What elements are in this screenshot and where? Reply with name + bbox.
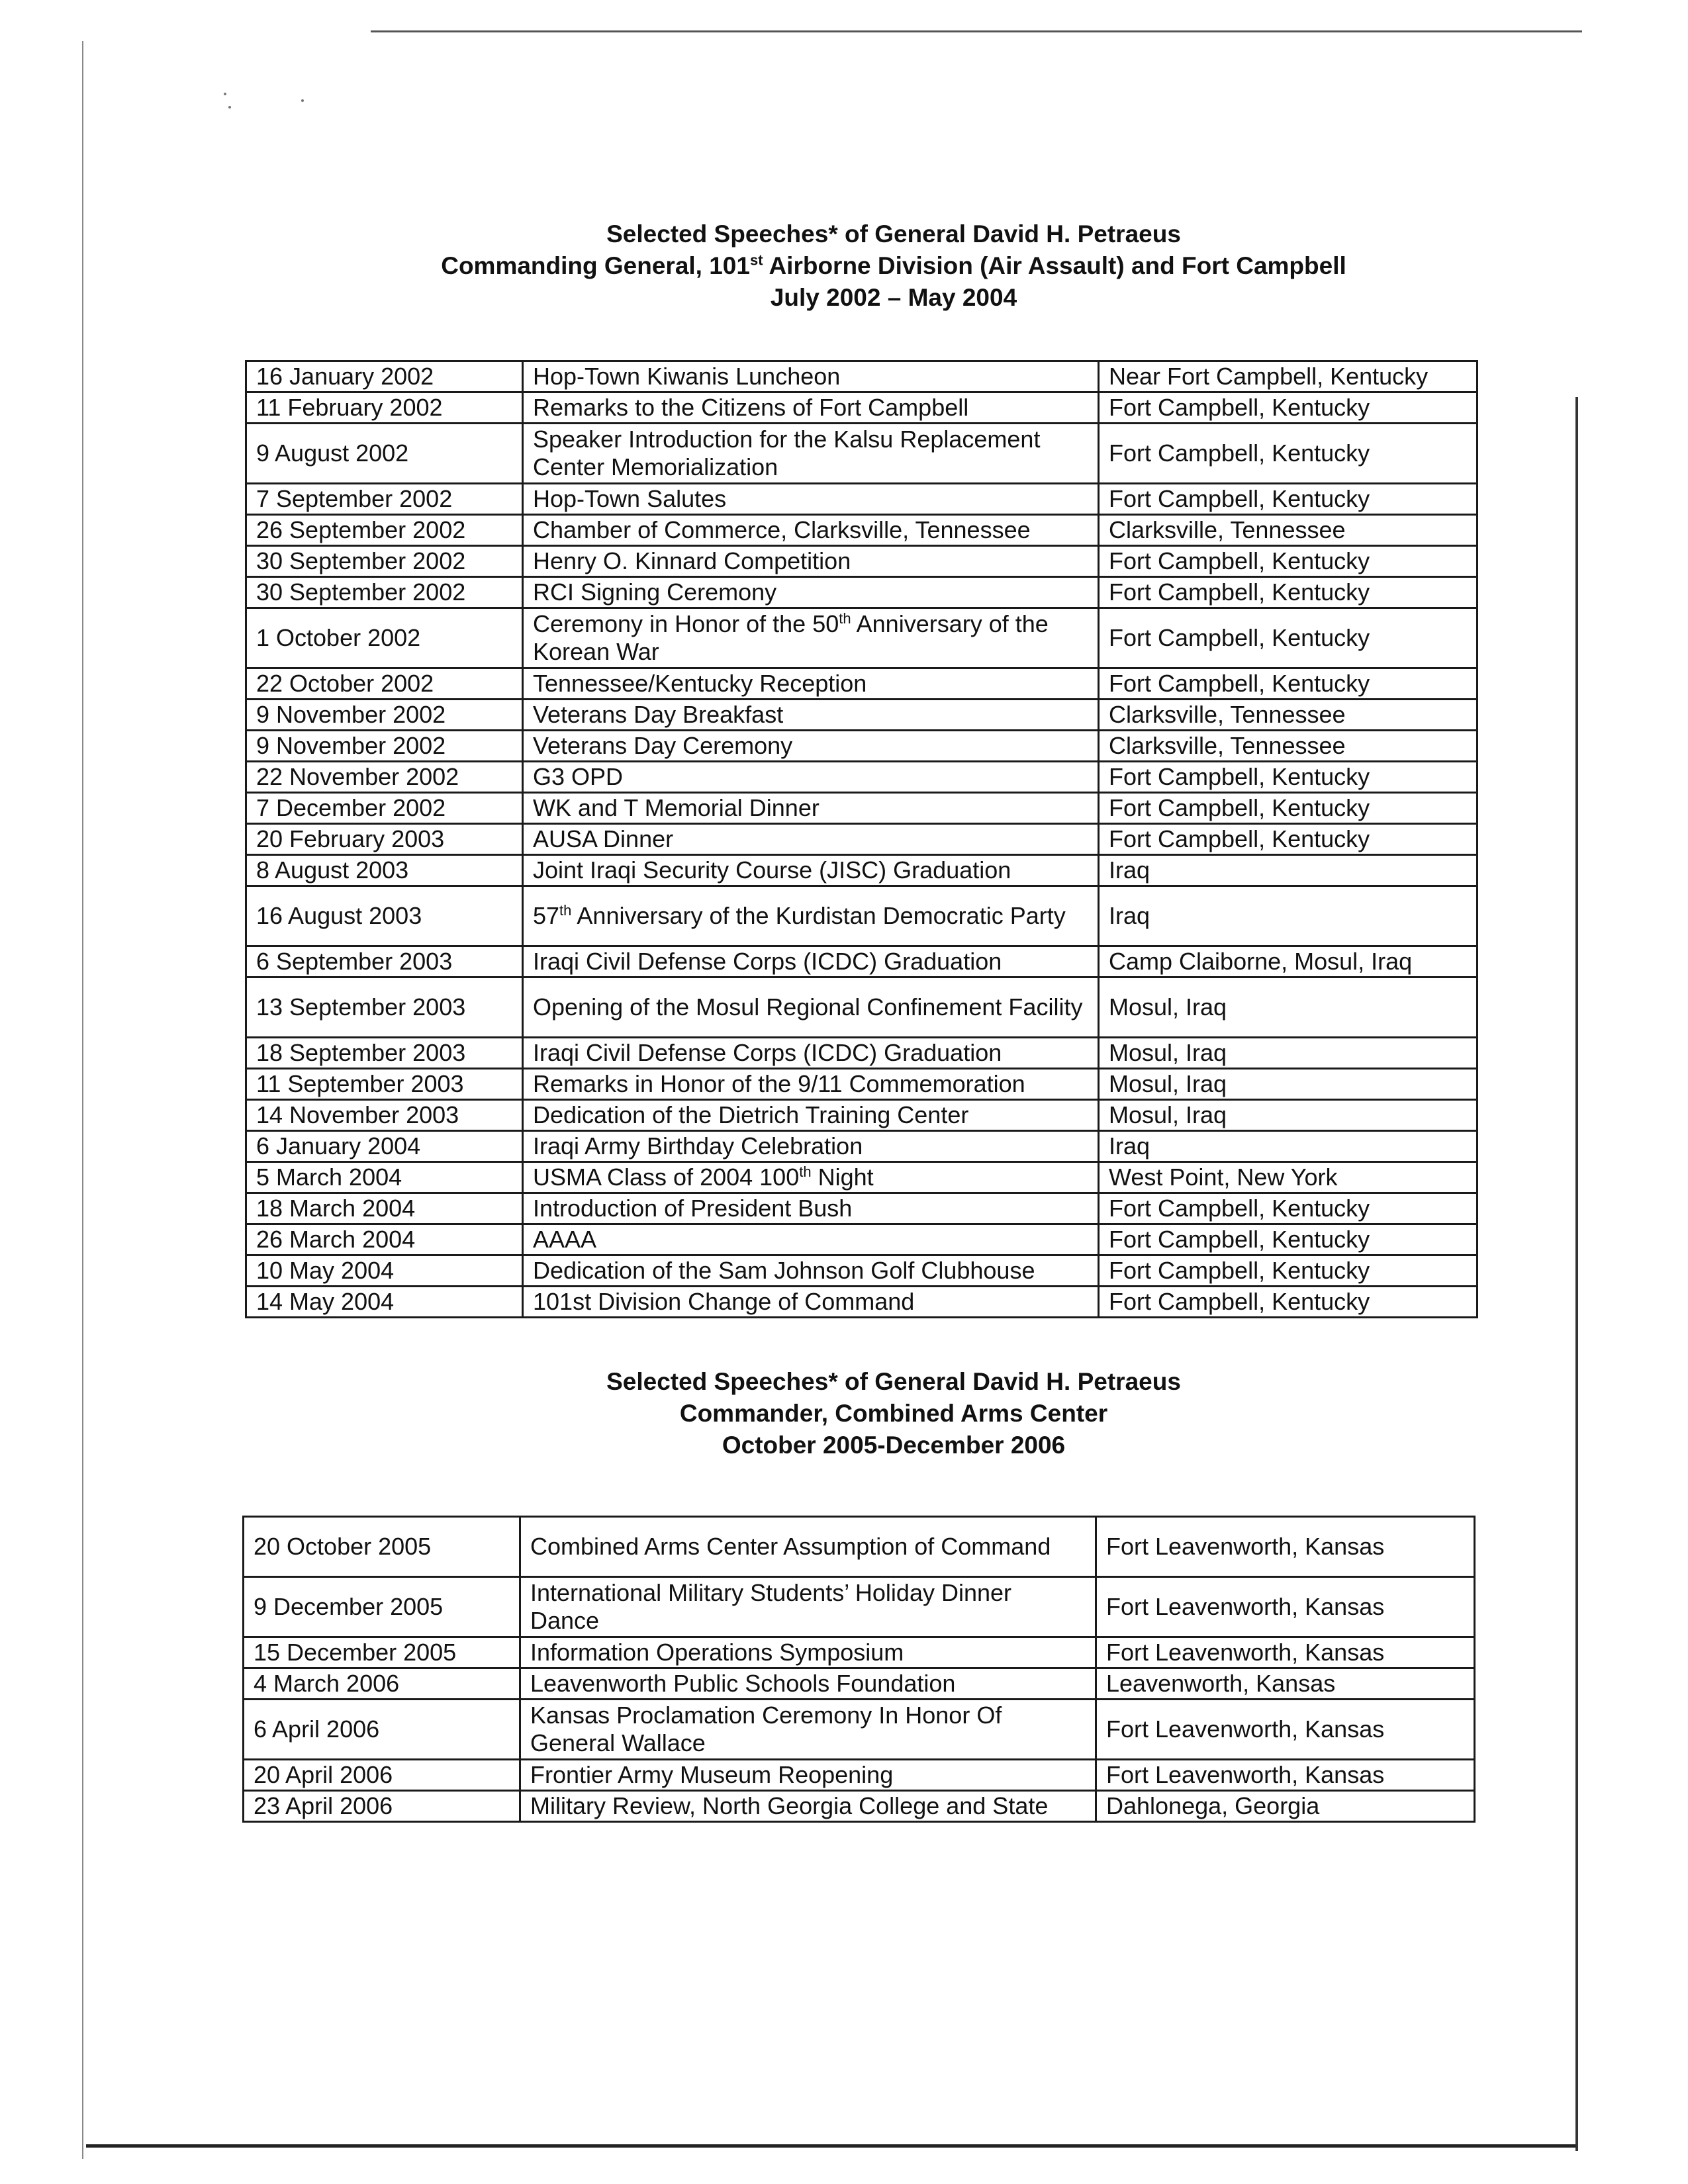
speech-date: 16 January 2002 [246, 361, 523, 392]
speech-date: 20 October 2005 [244, 1517, 520, 1577]
table-row [246, 1038, 1477, 1069]
speech-date: 15 December 2005 [244, 1637, 520, 1668]
table-row [244, 1760, 1475, 1791]
speech-date: 20 April 2006 [244, 1760, 520, 1791]
scan-edge-left [82, 41, 83, 2159]
speech-location: Iraq [1099, 855, 1477, 886]
speech-location: Fort Leavenworth, Kansas [1096, 1760, 1475, 1791]
table-row [246, 1162, 1477, 1193]
speech-event: 101st Division Change of Command [523, 1287, 1099, 1318]
speech-event: Veterans Day Ceremony [523, 731, 1099, 762]
scan-edge-bottom [86, 2144, 1575, 2148]
section2-title-line3: October 2005-December 2006 [722, 1432, 1066, 1459]
table-row [246, 668, 1477, 700]
speech-date: 11 September 2003 [246, 1069, 523, 1100]
speech-location: Iraq [1099, 1131, 1477, 1162]
speech-location: Mosul, Iraq [1099, 1069, 1477, 1100]
section1-title-line3: July 2002 – May 2004 [770, 284, 1017, 311]
speech-event: Speaker Introduction for the Kalsu Replacement Center Memorialization [523, 424, 1099, 484]
speech-event: Information Operations Symposium [520, 1637, 1096, 1668]
section1-title-line2: Commanding General, 101st Airborne Division (Air Assault) and Fort Campbell [441, 251, 1346, 279]
scan-speck [301, 99, 304, 102]
speech-location: Clarksville, Tennessee [1099, 700, 1477, 731]
speech-event: Kansas Proclamation Ceremony In Honor Of General Wallace [520, 1700, 1096, 1760]
table-row [246, 886, 1477, 946]
speech-date: 6 April 2006 [244, 1700, 520, 1760]
table-row [244, 1577, 1475, 1637]
speech-location: Fort Campbell, Kentucky [1099, 484, 1477, 515]
speech-event: USMA Class of 2004 100th Night [523, 1162, 1099, 1193]
table-row [246, 1131, 1477, 1162]
table-row [246, 855, 1477, 886]
speech-date: 9 August 2002 [246, 424, 523, 484]
speech-event: Dedication of the Sam Johnson Golf Clubhouse [523, 1255, 1099, 1287]
speech-date: 6 January 2004 [246, 1131, 523, 1162]
speech-event: Introduction of President Bush [523, 1193, 1099, 1224]
table-row [246, 762, 1477, 793]
section2-title-line1: Selected Speeches* of General David H. Petraeus [606, 1368, 1181, 1395]
speech-date: 30 September 2002 [246, 577, 523, 608]
speech-event: Military Review, North Georgia College and State [520, 1791, 1096, 1822]
table-row [244, 1517, 1475, 1577]
section1-title-line1: Selected Speeches* of General David H. Petraeus [606, 220, 1181, 248]
speech-date: 14 May 2004 [246, 1287, 523, 1318]
speech-event: Iraqi Civil Defense Corps (ICDC) Graduation [523, 946, 1099, 978]
speech-event: Dedication of the Dietrich Training Center [523, 1100, 1099, 1131]
speech-date: 5 March 2004 [246, 1162, 523, 1193]
table-row [246, 608, 1477, 668]
speech-date: 4 March 2006 [244, 1668, 520, 1700]
speeches-table-101st [245, 360, 1478, 1318]
table-row [246, 1069, 1477, 1100]
speech-date: 23 April 2006 [244, 1791, 520, 1822]
table-row [246, 577, 1477, 608]
speech-location: Camp Claiborne, Mosul, Iraq [1099, 946, 1477, 978]
speech-location: Clarksville, Tennessee [1099, 731, 1477, 762]
scan-speck [224, 93, 226, 95]
speech-location: Fort Campbell, Kentucky [1099, 1255, 1477, 1287]
speech-location: West Point, New York [1099, 1162, 1477, 1193]
table-row [244, 1637, 1475, 1668]
speech-date: 18 September 2003 [246, 1038, 523, 1069]
speech-date: 22 October 2002 [246, 668, 523, 700]
table-row [246, 1100, 1477, 1131]
speech-location: Fort Campbell, Kentucky [1099, 392, 1477, 424]
table-row [246, 946, 1477, 978]
speech-date: 22 November 2002 [246, 762, 523, 793]
section1-heading [199, 218, 1589, 314]
speeches-table-cac [242, 1516, 1476, 1823]
speech-event: Iraqi Civil Defense Corps (ICDC) Graduation [523, 1038, 1099, 1069]
speech-location: Fort Campbell, Kentucky [1099, 668, 1477, 700]
table-row [246, 731, 1477, 762]
table-row [246, 1193, 1477, 1224]
speech-event: Veterans Day Breakfast [523, 700, 1099, 731]
speech-location: Mosul, Iraq [1099, 1038, 1477, 1069]
speech-location: Fort Campbell, Kentucky [1099, 762, 1477, 793]
table-row [246, 361, 1477, 392]
speech-date: 18 March 2004 [246, 1193, 523, 1224]
speech-location: Dahlonega, Georgia [1096, 1791, 1475, 1822]
speech-location: Mosul, Iraq [1099, 1100, 1477, 1131]
table-row [246, 515, 1477, 546]
speech-event: Combined Arms Center Assumption of Command [520, 1517, 1096, 1577]
speech-location: Fort Campbell, Kentucky [1099, 1224, 1477, 1255]
speech-location: Fort Campbell, Kentucky [1099, 793, 1477, 824]
table-row [246, 793, 1477, 824]
speech-location: Fort Leavenworth, Kansas [1096, 1517, 1475, 1577]
speech-date: 1 October 2002 [246, 608, 523, 668]
table-row [246, 978, 1477, 1038]
speech-date: 9 December 2005 [244, 1577, 520, 1637]
speech-event: Iraqi Army Birthday Celebration [523, 1131, 1099, 1162]
table-row [244, 1668, 1475, 1700]
section2-title-line2: Commander, Combined Arms Center [679, 1400, 1108, 1427]
speech-event: G3 OPD [523, 762, 1099, 793]
speech-location: Fort Campbell, Kentucky [1099, 608, 1477, 668]
speech-event: International Military Students’ Holiday Dinner Dance [520, 1577, 1096, 1637]
speech-location: Fort Campbell, Kentucky [1099, 577, 1477, 608]
speech-event: AUSA Dinner [523, 824, 1099, 855]
speech-date: 20 February 2003 [246, 824, 523, 855]
table-row [246, 546, 1477, 577]
speech-event: Ceremony in Honor of the 50th Anniversary of the Korean War [523, 608, 1099, 668]
speech-date: 7 December 2002 [246, 793, 523, 824]
speech-date: 7 September 2002 [246, 484, 523, 515]
scan-edge-top [371, 30, 1582, 32]
speech-date: 26 September 2002 [246, 515, 523, 546]
speech-location: Fort Leavenworth, Kansas [1096, 1577, 1475, 1637]
speech-location: Fort Campbell, Kentucky [1099, 1287, 1477, 1318]
speech-event: Opening of the Mosul Regional Confinement Facility [523, 978, 1099, 1038]
table-row [246, 392, 1477, 424]
table-row [246, 1255, 1477, 1287]
speech-date: 30 September 2002 [246, 546, 523, 577]
speech-event: Remarks to the Citizens of Fort Campbell [523, 392, 1099, 424]
section2-heading [199, 1366, 1589, 1461]
speech-date: 16 August 2003 [246, 886, 523, 946]
speech-event: WK and T Memorial Dinner [523, 793, 1099, 824]
speech-event: Frontier Army Museum Reopening [520, 1760, 1096, 1791]
speech-date: 11 February 2002 [246, 392, 523, 424]
speech-date: 13 September 2003 [246, 978, 523, 1038]
speech-date: 8 August 2003 [246, 855, 523, 886]
table-row [246, 824, 1477, 855]
speech-location: Iraq [1099, 886, 1477, 946]
table-row [246, 1224, 1477, 1255]
speech-event: Remarks in Honor of the 9/11 Commemoration [523, 1069, 1099, 1100]
speech-event: Henry O. Kinnard Competition [523, 546, 1099, 577]
speech-location: Fort Leavenworth, Kansas [1096, 1637, 1475, 1668]
speech-event: Joint Iraqi Security Course (JISC) Graduation [523, 855, 1099, 886]
speech-date: 9 November 2002 [246, 700, 523, 731]
speech-location: Fort Campbell, Kentucky [1099, 824, 1477, 855]
table-row [246, 424, 1477, 484]
speech-date: 14 November 2003 [246, 1100, 523, 1131]
speech-location: Mosul, Iraq [1099, 978, 1477, 1038]
speech-date: 6 September 2003 [246, 946, 523, 978]
speech-event: Hop-Town Salutes [523, 484, 1099, 515]
speech-location: Fort Leavenworth, Kansas [1096, 1700, 1475, 1760]
speech-event: Hop-Town Kiwanis Luncheon [523, 361, 1099, 392]
speech-location: Clarksville, Tennessee [1099, 515, 1477, 546]
speech-date: 26 March 2004 [246, 1224, 523, 1255]
table-row [246, 484, 1477, 515]
speech-location: Near Fort Campbell, Kentucky [1099, 361, 1477, 392]
scan-edge-right [1575, 397, 1578, 2151]
speech-date: 9 November 2002 [246, 731, 523, 762]
speech-event: 57th Anniversary of the Kurdistan Democratic Party [523, 886, 1099, 946]
speech-date: 10 May 2004 [246, 1255, 523, 1287]
table-row [244, 1700, 1475, 1760]
speech-event: Tennessee/Kentucky Reception [523, 668, 1099, 700]
speech-event: RCI Signing Ceremony [523, 577, 1099, 608]
speech-event: AAAA [523, 1224, 1099, 1255]
speech-event: Chamber of Commerce, Clarksville, Tennessee [523, 515, 1099, 546]
table-row [246, 700, 1477, 731]
table-row [244, 1791, 1475, 1822]
scan-speck [228, 106, 231, 109]
speech-location: Leavenworth, Kansas [1096, 1668, 1475, 1700]
table-row [246, 1287, 1477, 1318]
speech-location: Fort Campbell, Kentucky [1099, 546, 1477, 577]
speech-location: Fort Campbell, Kentucky [1099, 1193, 1477, 1224]
speech-location: Fort Campbell, Kentucky [1099, 424, 1477, 484]
speech-event: Leavenworth Public Schools Foundation [520, 1668, 1096, 1700]
